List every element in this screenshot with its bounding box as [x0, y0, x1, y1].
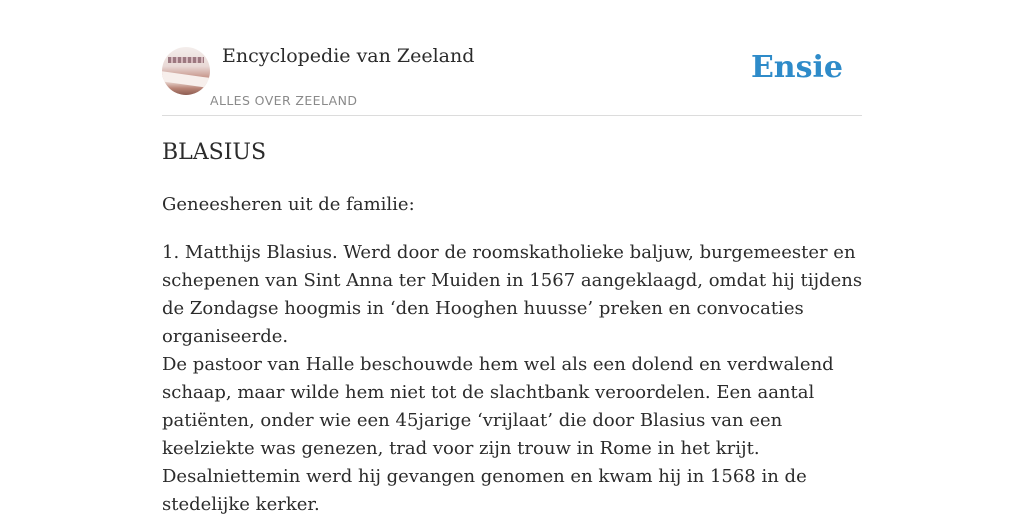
- page: [162, 0, 863, 515]
- site-tagline: ALLES OVER ZEELAND: [210, 93, 358, 108]
- site-header: [162, 0, 862, 116]
- avatar-stripe: [168, 57, 204, 63]
- site-title[interactable]: Encyclopedie van Zeeland: [222, 45, 475, 67]
- article-title: BLASIUS: [162, 140, 267, 165]
- article-paragraph: De pastoor van Halle beschouwde hem wel als een dolend en verdwalend schaap, maar wilde hem niet tot de slachtbank veroordelen. Een aantal patiënten, onder wie een 45jarige ‘vrijlaat’ die door Blasius van een keelziekte was genezen, trad voor zijn trouw in Rome in het krijt. Desalniettemin werd hij gevangen genomen en kwam hij in 1568 in de stedelijke kerker.: [162, 354, 834, 515]
- book-avatar-icon[interactable]: [162, 47, 210, 95]
- brand-logo[interactable]: Ensie: [750, 50, 843, 85]
- article-intro: Geneesheren uit de familie:: [162, 194, 415, 215]
- avatar-book: [162, 71, 210, 89]
- article-paragraph: 1. Matthijs Blasius. Werd door de roomskatholieke baljuw, burgemeester en schepenen van Sint Anna ter Muiden in 1567 aangeklaagd, omdat hij tijdens de Zondagse hoogmis in ‘den Hooghen huusse’ preken en convocaties organiseerde.: [162, 242, 863, 347]
